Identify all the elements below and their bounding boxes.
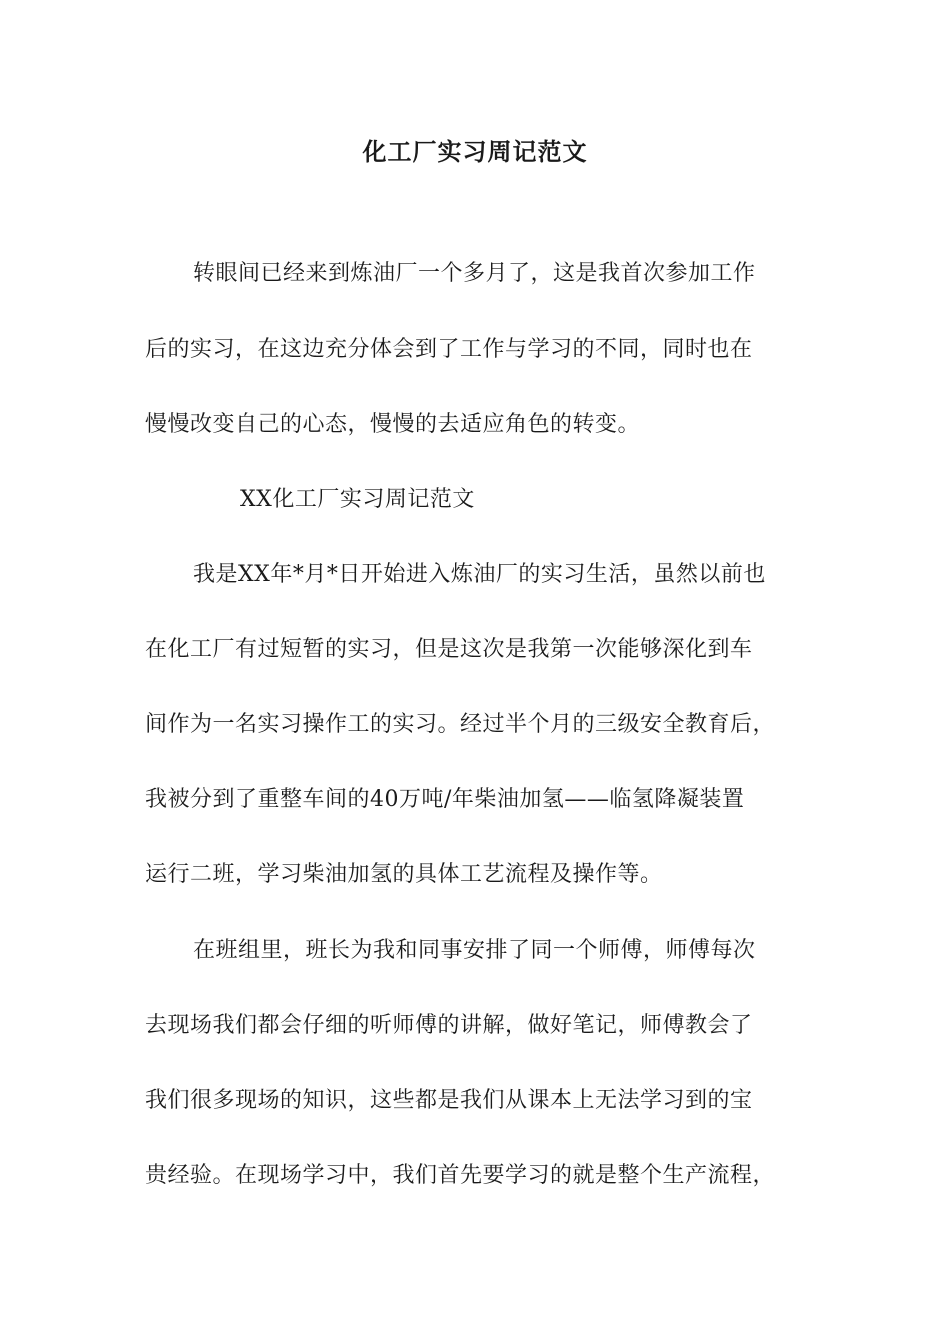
section-subheading: XX化工厂实习周记范文 xyxy=(240,487,475,512)
paragraph-line: 去现场我们都会仔细的听师傅的讲解，做好笔记，师傅教会了 xyxy=(145,1013,753,1038)
paragraph-line: 慢慢改变自己的心态，慢慢的去适应角色的转变。 xyxy=(145,412,641,437)
paragraph-line: 贵经验。在现场学习中，我们首先要学习的就是整个生产流程， xyxy=(145,1163,776,1188)
paragraph-line: 我们很多现场的知识，这些都是我们从课本上无法学习到的宝 xyxy=(145,1088,753,1113)
paragraph-line: 运行二班，学习柴油加氢的具体工艺流程及操作等。 xyxy=(145,862,663,887)
paragraph-line: 在化工厂有过短暂的实习，但是这次是我第一次能够深化到车 xyxy=(145,637,753,662)
page-title: 化工厂实习周记范文 xyxy=(362,137,588,166)
paragraph-line: 在班组里，班长为我和同事安排了同一个师傅，师傅每次 xyxy=(193,938,756,963)
paragraph-line: 我被分到了重整车间的40万吨/年柴油加氢——临氢降凝装置 xyxy=(145,787,745,812)
paragraph-line: 我是XX年*月*日开始进入炼油厂的实习生活，虽然以前也 xyxy=(193,562,766,587)
paragraph-line: 间作为一名实习操作工的实习。经过半个月的三级安全教育后， xyxy=(145,712,776,737)
paragraph-line: 转眼间已经来到炼油厂一个多月了，这是我首次参加工作 xyxy=(193,261,756,286)
paragraph-line: 后的实习，在这边充分体会到了工作与学习的不同，同时也在 xyxy=(145,337,753,362)
